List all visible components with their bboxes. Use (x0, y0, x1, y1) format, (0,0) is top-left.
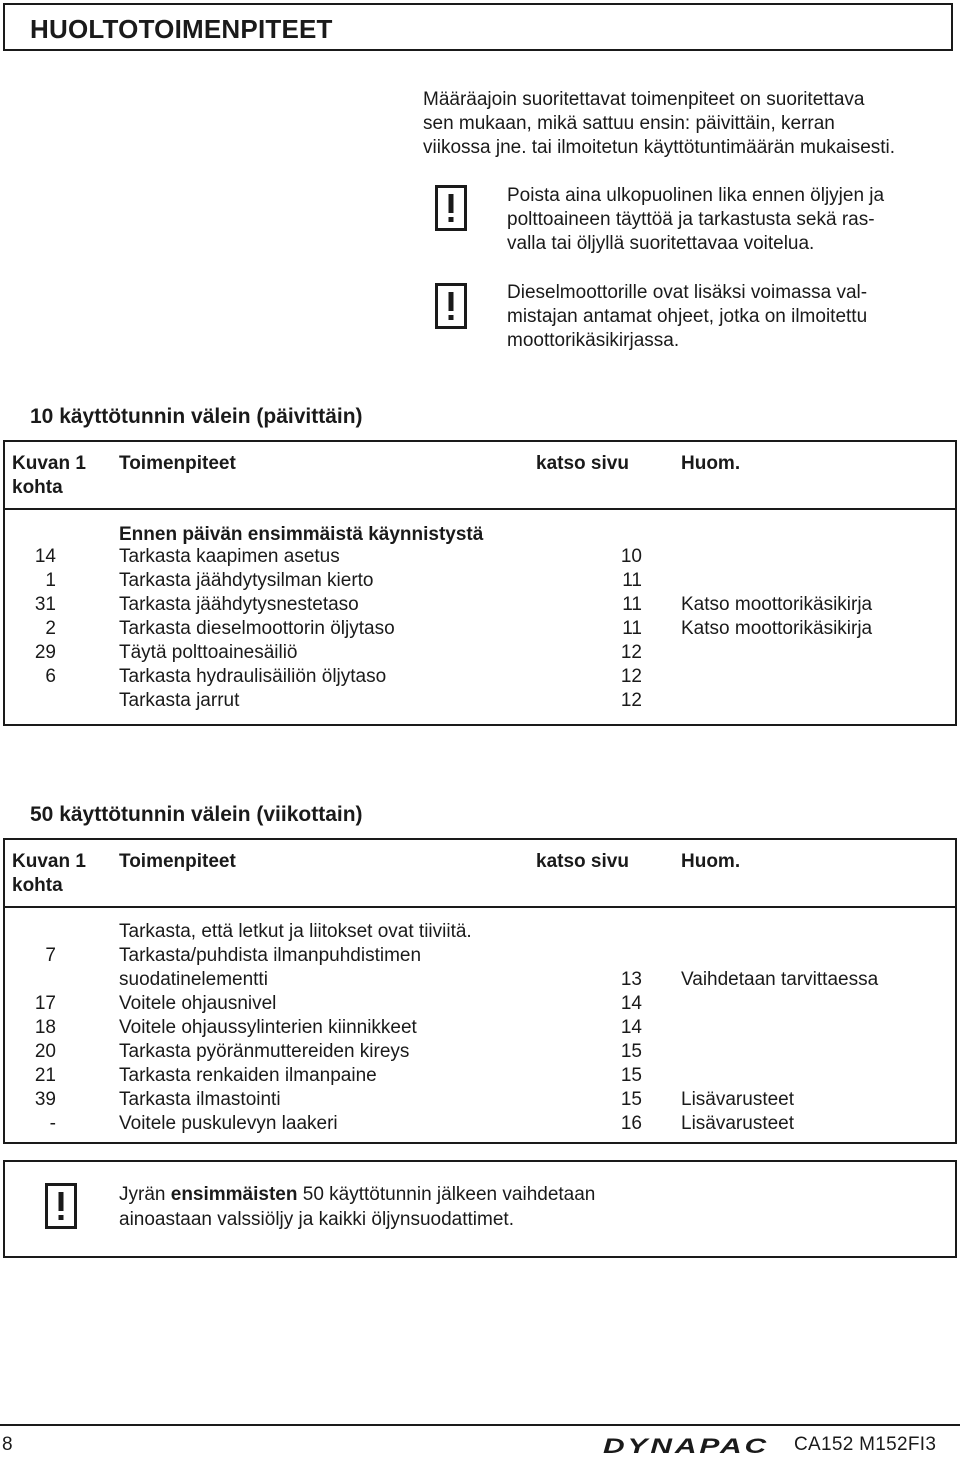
row-item-number: 18 (34, 1017, 56, 1038)
row-note: Katso moottorikäsikirja (681, 594, 873, 615)
warning-text-1: Poista aina ulkopuolinen lika ennen öljyjen ja polttoaineen täyttöä ja tarkastusta sekä ras- valla tai öljyllä suoritettavaa voitelua. (507, 185, 885, 254)
row-page: 12 (620, 642, 642, 663)
row-action: Tarkasta pyöränmuttereiden kireys (119, 1041, 410, 1062)
row-item-number: 20 (34, 1041, 56, 1062)
row-action: Täytä polttoainesäiliö (119, 642, 298, 663)
note-line2: ainoastaan valssiöljy ja kaikki öljynsuodattimet. (119, 1209, 514, 1230)
row-page: 13 (620, 969, 642, 990)
row-page: 15 (620, 1065, 642, 1086)
row-action: Tarkasta renkaiden ilmanpaine (119, 1065, 377, 1086)
row-page: 16 (620, 1113, 642, 1134)
row-action: Tarkasta jäähdytysilman kierto (119, 570, 374, 591)
row-item-number: - (49, 1113, 56, 1134)
row-action: Tarkasta hydraulisäiliön öljytaso (119, 666, 387, 687)
intro-paragraph: Määräajoin suoritettavat toimenpiteet on suoritettava sen mukaan, mikä sattuu ensin: päivittäin, kerran viikossa jne. tai ilmoitetun käyttötuntimäärän mukaisesti. (423, 89, 896, 158)
row-item-number: 17 (34, 993, 56, 1014)
row-item-number: 6 (45, 666, 56, 687)
row-action: Tarkasta kaapimen asetus (119, 546, 340, 567)
row-note: Lisävarusteet (681, 1089, 795, 1110)
brand-logo (603, 1436, 773, 1461)
exclamation-icon (435, 185, 467, 231)
note-suffix: 50 käyttötunnin jälkeen vaihdetaan (297, 1184, 596, 1205)
exclamation-icon (435, 283, 467, 329)
row-action: Voitele ohjausnivel (119, 993, 277, 1014)
subheading: Ennen päivän ensimmäistä käynnistystä (119, 524, 484, 545)
row-action: suodatinelementti (119, 969, 268, 990)
exclamation-icon (45, 1183, 77, 1229)
row-action: Tarkasta/puhdista ilmanpuhdistimen (119, 945, 422, 966)
row-page: 14 (620, 1017, 642, 1038)
row-page: 11 (622, 594, 642, 615)
row-page: 12 (620, 666, 642, 687)
col-header-item-sub: kohta (12, 875, 63, 896)
warning-text-2: Dieselmoottorille ovat lisäksi voimassa val- mistajan antamat ohjeet, jotka on ilmoitettu moottorikäsikirjassa. (507, 282, 868, 351)
note-text (119, 1182, 819, 1232)
footer-divider (0, 1424, 960, 1426)
row-item-number: 39 (34, 1089, 56, 1110)
page-title: HUOLTOTOIMENPITEET (30, 14, 333, 44)
row-page: 11 (622, 618, 642, 639)
row-action: Voitele ohjaussylinterien kiinnikkeet (119, 1017, 417, 1038)
row-item-number: 14 (34, 546, 56, 567)
title-box (3, 3, 953, 51)
header-divider (3, 508, 957, 510)
col-header-note: Huom. (681, 453, 741, 474)
note-prefix: Jyrän (119, 1184, 171, 1205)
row-action: Tarkasta jäähdytysnestetaso (119, 594, 359, 615)
brand-wordmark: DYNAPAC (603, 1436, 769, 1456)
row-note: Katso moottorikäsikirja (681, 618, 873, 639)
col-header-action: Toimenpiteet (119, 851, 236, 872)
section-heading-daily: 10 käyttötunnin välein (päivittäin) (30, 405, 363, 428)
row-page: 11 (622, 570, 642, 591)
row-item-number: 7 (45, 945, 56, 966)
col-header-note: Huom. (681, 851, 741, 872)
row-item-number: 31 (34, 594, 56, 615)
row-page: 15 (620, 1041, 642, 1062)
col-header-page: katso sivu (536, 453, 629, 474)
row-page: 12 (620, 690, 642, 711)
document-code: CA152 M152FI3 (794, 1434, 937, 1455)
section-heading-weekly: 50 käyttötunnin välein (viikottain) (30, 803, 363, 826)
row-action: Tarkasta ilmastointi (119, 1089, 281, 1110)
col-header-action: Toimenpiteet (119, 453, 236, 474)
row-item-number: 29 (34, 642, 56, 663)
header-divider (3, 906, 957, 908)
page-number: 8 (2, 1434, 13, 1455)
row-page: 10 (620, 546, 642, 567)
row-action: Tarkasta jarrut (119, 690, 240, 711)
row-page: 15 (620, 1089, 642, 1110)
note-emphasis: ensimmäisten (170, 1184, 298, 1205)
row-page: 14 (620, 993, 642, 1014)
row-item-number: 2 (45, 618, 56, 639)
row-item-number: 1 (45, 570, 56, 591)
row-action: Voitele puskulevyn laakeri (119, 1113, 338, 1134)
row-item-number: 21 (34, 1065, 56, 1086)
col-header-page: katso sivu (536, 851, 629, 872)
row-note: Vaihdetaan tarvittaessa (681, 969, 879, 990)
row-note: Lisävarusteet (681, 1113, 795, 1134)
col-header-item: Kuvan 1 (12, 851, 86, 872)
col-header-item: Kuvan 1 (12, 453, 86, 474)
row-action: Tarkasta, että letkut ja liitokset ovat tiiviitä. (119, 921, 472, 942)
row-action: Tarkasta dieselmoottorin öljytaso (119, 618, 395, 639)
col-header-item-sub: kohta (12, 477, 63, 498)
